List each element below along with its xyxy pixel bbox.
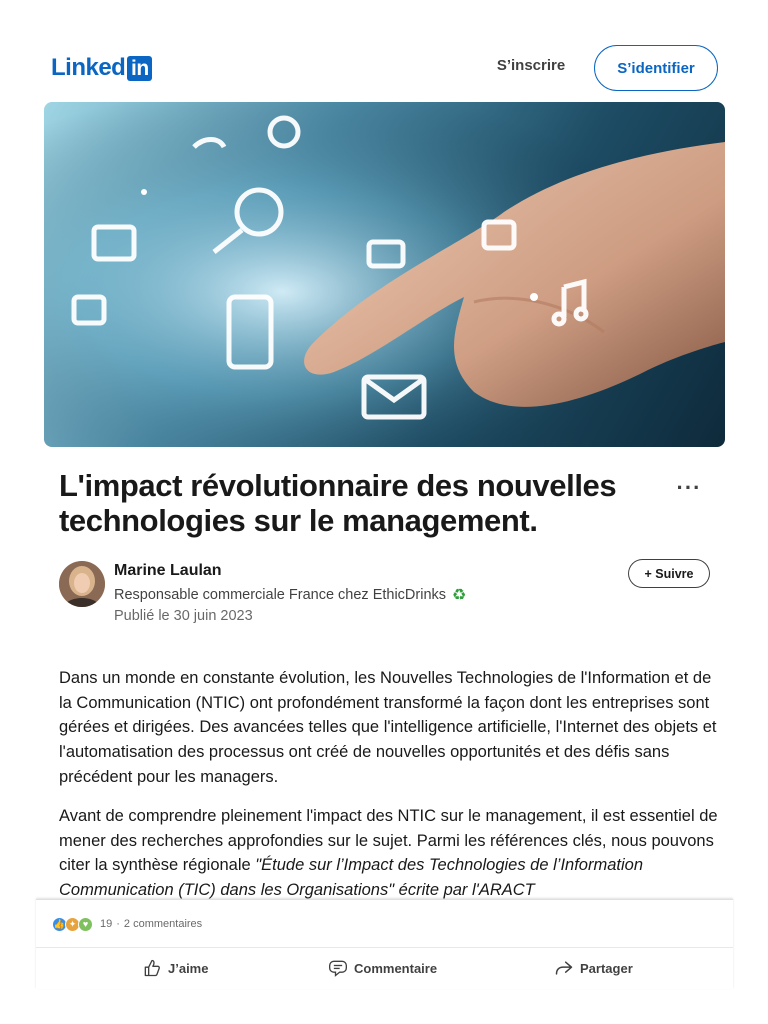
author-headline [114, 586, 468, 604]
follow-button[interactable]: + Suivre [628, 559, 710, 588]
more-options-button[interactable]: ··· [676, 475, 702, 500]
linkedin-logo[interactable] [51, 55, 152, 81]
celebrate-icon: ✦ [65, 917, 80, 932]
social-actions-bar [36, 899, 733, 989]
recycle-icon: ♻ [451, 587, 467, 604]
author-name[interactable]: Marine Laulan [114, 562, 222, 579]
logo-wordmark: Linked [51, 54, 126, 81]
paragraph-2-text: Avant de comprendre pleinement l'impact des NTIC sur le management, il est essentiel de mener des recherches approfondies sur le sujet. Parmi les références clés, nous pouvons citer la synthèse régionale [59, 807, 718, 875]
join-button[interactable]: S’inscrire [496, 56, 566, 74]
published-date: Publié le 30 juin 2023 [114, 608, 253, 624]
comment-count[interactable]: 2 commentaires [123, 918, 203, 930]
comment-label: Commentaire [354, 960, 438, 976]
article-paragraph-1: Dans un monde en constante évolution, les Nouvelles Technologies de l'Information et de la Communication (NTIC) ont profondément transformé la façon dont les entreprises sont gérées et dirigées. Des avancées telles que l'intelligence artificielle, l'Internet des objets et l'automatisation des processus ont créé de nouvelles opportunités et des défis sans précédent pour les managers. [59, 669, 717, 786]
logo-in-icon: in [127, 56, 152, 81]
share-icon [554, 958, 574, 978]
top-nav [0, 0, 768, 100]
share-label: Partager [580, 960, 633, 976]
separator: · [116, 918, 120, 930]
share-button[interactable] [554, 957, 633, 979]
comment-button[interactable] [328, 957, 437, 979]
comment-icon [328, 958, 348, 978]
article-cover-image [44, 102, 725, 447]
avatar-image [59, 561, 105, 607]
support-icon: ♥ [78, 917, 93, 932]
article-paragraph-2 [59, 804, 719, 903]
reaction-count: 19 [100, 918, 113, 930]
reactions-summary[interactable] [52, 914, 202, 934]
like-icon: 👍 [52, 917, 67, 932]
divider [36, 947, 733, 948]
like-button[interactable] [142, 957, 208, 979]
like-label: J’aime [168, 960, 209, 976]
thumbs-up-icon [142, 958, 162, 978]
hand-touching-icons-illustration [44, 102, 725, 447]
author-avatar[interactable] [59, 561, 105, 607]
signin-button[interactable]: S’identifier [594, 45, 718, 91]
paragraph-2-citation: "Étude sur l’Impact des Technologies de l’Information Communication (TIC) dans les Organisations" écrite par l'ARACT [59, 856, 643, 900]
author-headline-text: Responsable commerciale France chez EthicDrinks [114, 587, 447, 603]
article-title: L'impact révolutionnaire des nouvelles technologies sur le management. [59, 468, 617, 538]
